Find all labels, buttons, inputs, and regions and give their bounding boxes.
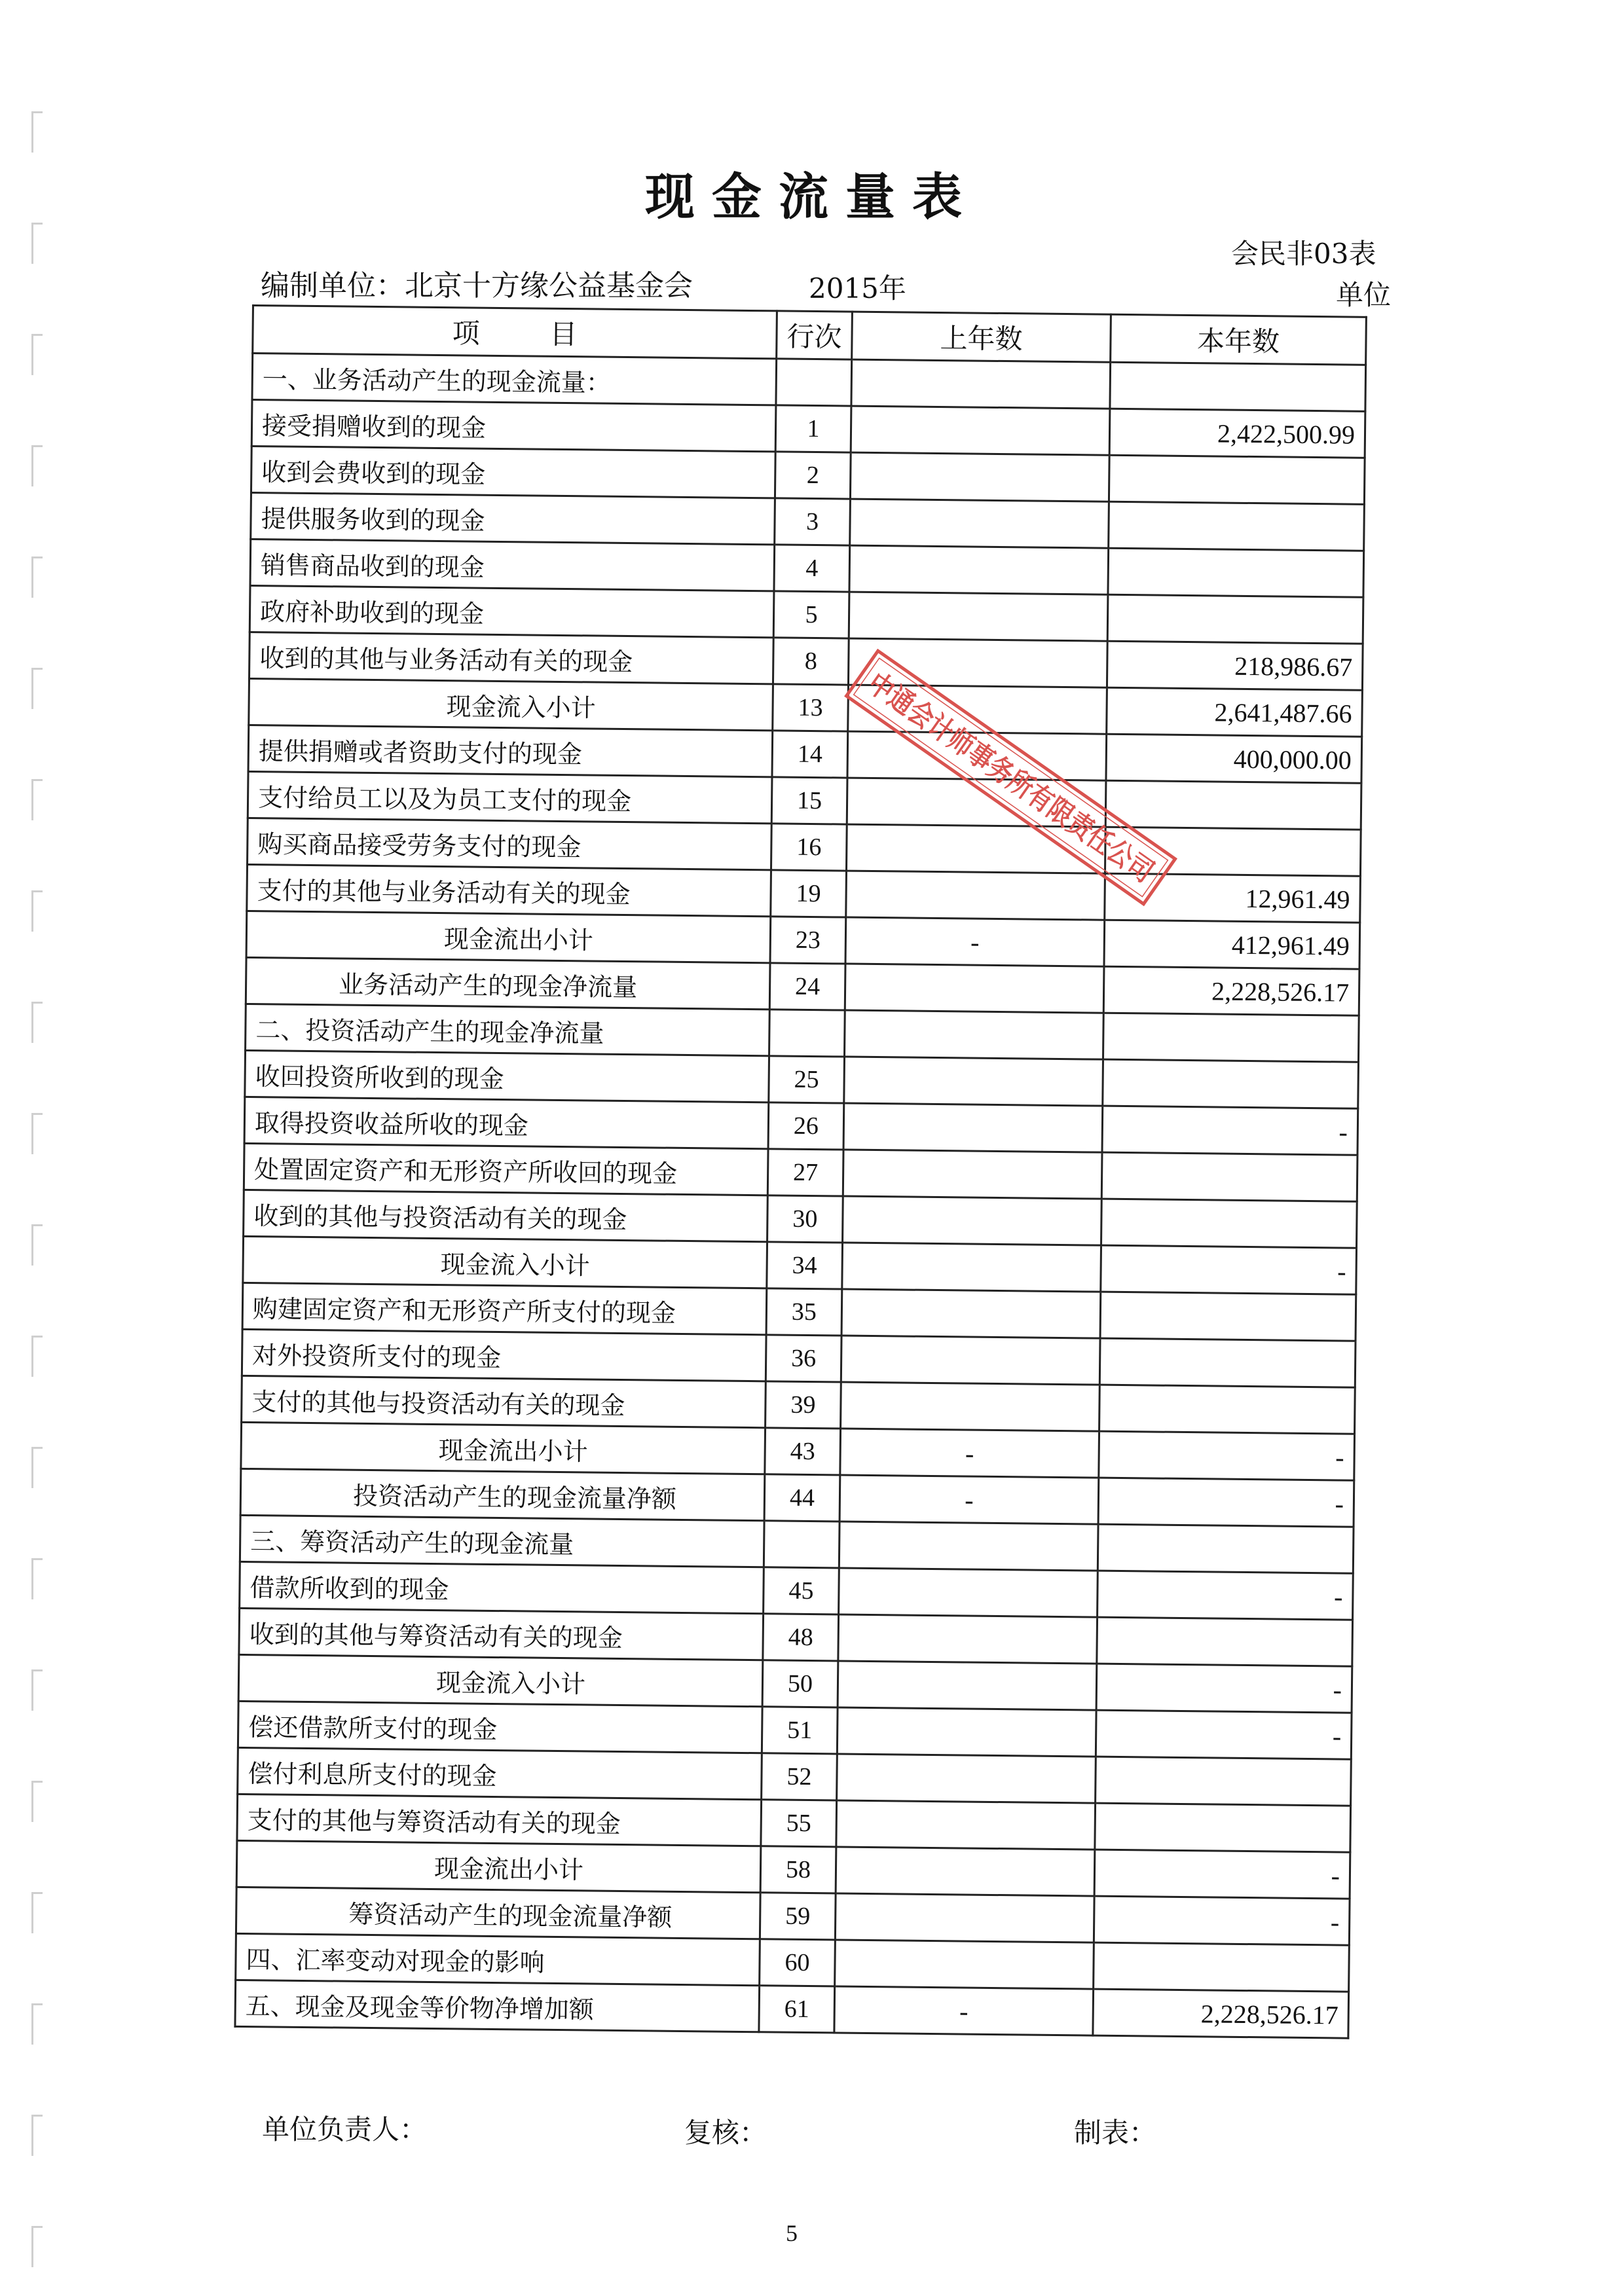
row-prior-year-value xyxy=(849,545,1109,594)
binding-mark xyxy=(31,1224,43,1266)
row-line-number: 8 xyxy=(773,638,849,685)
binding-mark xyxy=(31,1558,43,1599)
row-line-number: 3 xyxy=(775,498,851,545)
row-line-number: 25 xyxy=(769,1056,845,1103)
row-item: 业务活动产生的现金净流量 xyxy=(246,957,770,1009)
row-current-year-value: - xyxy=(1102,1106,1358,1155)
row-item: 购买商品接受劳务支付的现金 xyxy=(248,818,772,869)
unit-label: 单位 xyxy=(1336,279,1392,311)
row-item: 现金流出小计 xyxy=(236,1840,761,1892)
row-line-number: 2 xyxy=(775,452,851,499)
row-line-number: 61 xyxy=(759,1986,835,2033)
row-current-year-value xyxy=(1107,594,1363,644)
row-item: 现金流出小计 xyxy=(246,911,771,962)
row-item: 支付的其他与投资活动有关的现金 xyxy=(242,1376,766,1427)
row-current-year-value: - xyxy=(1094,1896,1350,1945)
row-prior-year-value xyxy=(851,359,1111,409)
row-prior-year-value xyxy=(851,406,1110,455)
row-prior-year-value xyxy=(841,1336,1100,1385)
binding-mark xyxy=(31,668,43,709)
cash-flow-table xyxy=(234,304,1367,2039)
header-current-year: 本年数 xyxy=(1111,314,1367,365)
row-line-number: 58 xyxy=(760,1846,836,1893)
row-line-number: 30 xyxy=(767,1195,843,1243)
row-line-number: 44 xyxy=(764,1474,840,1522)
binding-mark xyxy=(31,890,43,932)
binding-mark xyxy=(31,1002,43,1043)
form-code: 会民非03表 xyxy=(1231,238,1376,270)
row-line-number: 26 xyxy=(768,1102,844,1150)
row-item: 收到会费收到的现金 xyxy=(251,446,775,498)
row-line-number: 19 xyxy=(771,870,847,917)
row-current-year-value: 2,228,526.17 xyxy=(1103,966,1359,1015)
row-item: 现金流入小计 xyxy=(238,1654,763,1706)
table-body xyxy=(235,354,1366,2039)
row-current-year-value xyxy=(1100,1292,1356,1341)
binding-mark xyxy=(31,111,43,153)
row-line-number: 51 xyxy=(762,1707,838,1754)
row-line-number: 27 xyxy=(767,1149,843,1196)
row-current-year-value xyxy=(1097,1617,1353,1666)
row-prior-year-value xyxy=(837,1707,1096,1757)
header-line: 行次 xyxy=(777,311,853,359)
row-current-year-value xyxy=(1108,548,1364,597)
row-item: 支付的其他与筹资活动有关的现金 xyxy=(237,1794,762,1846)
row-current-year-value xyxy=(1095,1803,1351,1852)
binding-mark xyxy=(31,2115,43,2156)
row-prior-year-value xyxy=(838,1614,1098,1664)
row-item: 筹资活动产生的现金流量净额 xyxy=(236,1887,760,1939)
row-prior-year-value xyxy=(842,1243,1101,1292)
row-prior-year-value: - xyxy=(840,1429,1099,1478)
row-prior-year-value: - xyxy=(845,917,1105,966)
row-prior-year-value xyxy=(843,1150,1102,1199)
binding-mark xyxy=(31,779,43,820)
row-item: 处置固定资产和无形资产所收回的现金 xyxy=(244,1143,768,1195)
row-current-year-value: - xyxy=(1098,1571,1354,1620)
row-current-year-value: 218,986.67 xyxy=(1107,641,1363,690)
row-current-year-value: 12,961.49 xyxy=(1105,873,1361,922)
row-item: 借款所收到的现金 xyxy=(240,1561,764,1613)
header-prior-year: 上年数 xyxy=(852,312,1111,362)
row-prior-year-value xyxy=(846,871,1105,920)
row-item: 四、汇率变动对现金的影响 xyxy=(236,1933,760,1985)
row-item: 偿付利息所支付的现金 xyxy=(238,1747,762,1799)
report-year: 2015年 xyxy=(809,272,906,304)
row-current-year-value xyxy=(1101,1199,1357,1248)
row-prior-year-value xyxy=(843,1103,1103,1152)
row-prior-year-value xyxy=(845,964,1104,1013)
row-item: 政府补助收到的现金 xyxy=(249,585,774,637)
binding-mark xyxy=(31,2226,43,2267)
row-current-year-value: - xyxy=(1094,1850,1350,1899)
row-current-year-value xyxy=(1103,1059,1359,1108)
row-line-number: 36 xyxy=(766,1335,841,1382)
row-item: 收回投资所收到的现金 xyxy=(245,1050,769,1102)
row-prior-year-value xyxy=(839,1522,1098,1571)
row-item: 偿还借款所支付的现金 xyxy=(238,1701,762,1753)
row-current-year-value xyxy=(1099,1385,1356,1434)
binding-mark xyxy=(31,1336,43,1377)
row-prior-year-value xyxy=(850,499,1109,548)
row-prior-year-value xyxy=(835,1940,1094,1989)
row-prior-year-value xyxy=(836,1847,1095,1896)
row-item: 支付给员工以及为员工支付的现金 xyxy=(248,771,772,823)
row-item: 现金流出小计 xyxy=(241,1422,766,1474)
row-item: 收到的其他与投资活动有关的现金 xyxy=(244,1190,768,1241)
row-prior-year-value xyxy=(836,1800,1096,1850)
row-current-year-value xyxy=(1094,1942,1350,1992)
row-current-year-value: 400,000.00 xyxy=(1106,734,1362,783)
binding-mark xyxy=(31,445,43,486)
row-line-number: 43 xyxy=(765,1428,841,1475)
row-current-year-value xyxy=(1109,455,1365,504)
binding-mark xyxy=(31,2003,43,2045)
row-line-number: 59 xyxy=(760,1893,836,1940)
row-current-year-value: 2,228,526.17 xyxy=(1093,1989,1349,2038)
row-current-year-value xyxy=(1101,1152,1357,1201)
seal-text: 中通会计师事务所有限责任公司 xyxy=(861,666,1211,925)
binding-mark xyxy=(31,223,43,264)
row-item: 购建固定资产和无形资产所支付的现金 xyxy=(242,1283,767,1334)
row-current-year-value xyxy=(1099,1338,1356,1387)
row-item: 现金流入小计 xyxy=(249,678,773,730)
row-current-year-value xyxy=(1103,1013,1359,1062)
row-prior-year-value: - xyxy=(840,1475,1099,1524)
row-line-number: 15 xyxy=(771,777,847,824)
binding-mark xyxy=(31,556,43,598)
footer-unit-head: 单位负责人： xyxy=(262,2113,428,2145)
row-line-number xyxy=(776,359,852,406)
row-current-year-value xyxy=(1096,1757,1352,1806)
row-current-year-value xyxy=(1105,780,1361,829)
row-prior-year-value xyxy=(838,1661,1097,1710)
row-prior-year-value xyxy=(849,592,1108,641)
binding-mark xyxy=(31,1447,43,1488)
row-line-number: 60 xyxy=(760,1939,836,1986)
binding-mark xyxy=(31,1781,43,1822)
row-item: 二、投资活动产生的现金净流量 xyxy=(246,1004,770,1055)
row-current-year-value: 412,961.49 xyxy=(1104,920,1360,969)
row-prior-year-value: - xyxy=(834,1986,1094,2035)
row-line-number: 23 xyxy=(770,917,846,964)
row-line-number: 34 xyxy=(767,1242,843,1289)
row-line-number: 35 xyxy=(766,1288,842,1336)
header-item: 项 目 xyxy=(253,306,777,359)
row-current-year-value xyxy=(1098,1524,1354,1573)
row-item: 现金流入小计 xyxy=(243,1236,767,1288)
preparing-unit: 编制单位：北京十方缘公益基金会 xyxy=(261,269,693,302)
row-line-number xyxy=(769,1010,845,1057)
row-line-number: 16 xyxy=(771,824,847,871)
row-item: 收到的其他与业务活动有关的现金 xyxy=(249,632,774,683)
row-line-number: 39 xyxy=(766,1381,841,1429)
row-item: 取得投资收益所收的现金 xyxy=(244,1097,769,1148)
footer-reviewer: 复核： xyxy=(684,2117,767,2149)
row-item: 销售商品收到的现金 xyxy=(250,539,775,591)
row-item: 投资活动产生的现金流量净额 xyxy=(240,1468,765,1520)
row-line-number: 55 xyxy=(761,1800,837,1847)
row-item: 提供捐赠或者资助支付的现金 xyxy=(248,725,773,776)
row-line-number: 24 xyxy=(769,963,845,1010)
page-number: 5 xyxy=(786,2220,798,2246)
row-line-number: 52 xyxy=(762,1753,838,1800)
row-line-number: 5 xyxy=(773,591,849,638)
row-prior-year-value xyxy=(835,1893,1094,1942)
row-current-year-value: 2,422,500.99 xyxy=(1109,409,1365,458)
document-title: 现金流量表 xyxy=(645,168,979,226)
binding-mark xyxy=(31,1669,43,1711)
row-current-year-value: 2,641,487.66 xyxy=(1107,687,1363,737)
row-current-year-value xyxy=(1109,501,1365,551)
row-line-number: 48 xyxy=(763,1614,839,1661)
row-current-year-value: - xyxy=(1096,1710,1352,1759)
row-prior-year-value xyxy=(841,1289,1101,1338)
row-item: 支付的其他与业务活动有关的现金 xyxy=(247,864,771,916)
row-prior-year-value xyxy=(850,452,1109,501)
row-line-number xyxy=(764,1521,840,1568)
row-line-number: 4 xyxy=(774,545,850,592)
row-prior-year-value xyxy=(845,1010,1104,1059)
row-line-number: 14 xyxy=(772,731,848,778)
row-current-year-value xyxy=(1110,362,1366,411)
row-prior-year-value xyxy=(844,1057,1103,1106)
row-line-number: 1 xyxy=(775,405,851,452)
row-line-number: 50 xyxy=(762,1660,838,1707)
binding-mark xyxy=(31,1113,43,1154)
row-item: 收到的其他与筹资活动有关的现金 xyxy=(239,1608,764,1660)
row-item: 提供服务收到的现金 xyxy=(251,492,775,544)
row-prior-year-value xyxy=(841,1382,1100,1431)
row-current-year-value: - xyxy=(1099,1431,1355,1480)
row-line-number: 13 xyxy=(773,684,849,731)
row-item: 五、现金及现金等价物净增加额 xyxy=(235,1980,760,2032)
row-current-year-value: - xyxy=(1096,1664,1352,1713)
binding-mark xyxy=(31,1892,43,1933)
row-prior-year-value xyxy=(837,1754,1096,1803)
row-line-number: 45 xyxy=(764,1567,840,1614)
row-item: 对外投资所支付的现金 xyxy=(242,1329,766,1381)
row-current-year-value: - xyxy=(1098,1478,1354,1527)
row-item: 一、业务活动产生的现金流量： xyxy=(252,354,777,405)
row-item: 接受捐赠收到的现金 xyxy=(251,400,776,452)
binding-mark xyxy=(31,334,43,375)
row-prior-year-value xyxy=(839,1568,1098,1617)
row-item: 三、筹资活动产生的现金流量 xyxy=(240,1515,764,1567)
row-current-year-value: - xyxy=(1101,1245,1357,1294)
footer-preparer: 制表： xyxy=(1074,2117,1157,2149)
row-prior-year-value xyxy=(843,1196,1102,1245)
